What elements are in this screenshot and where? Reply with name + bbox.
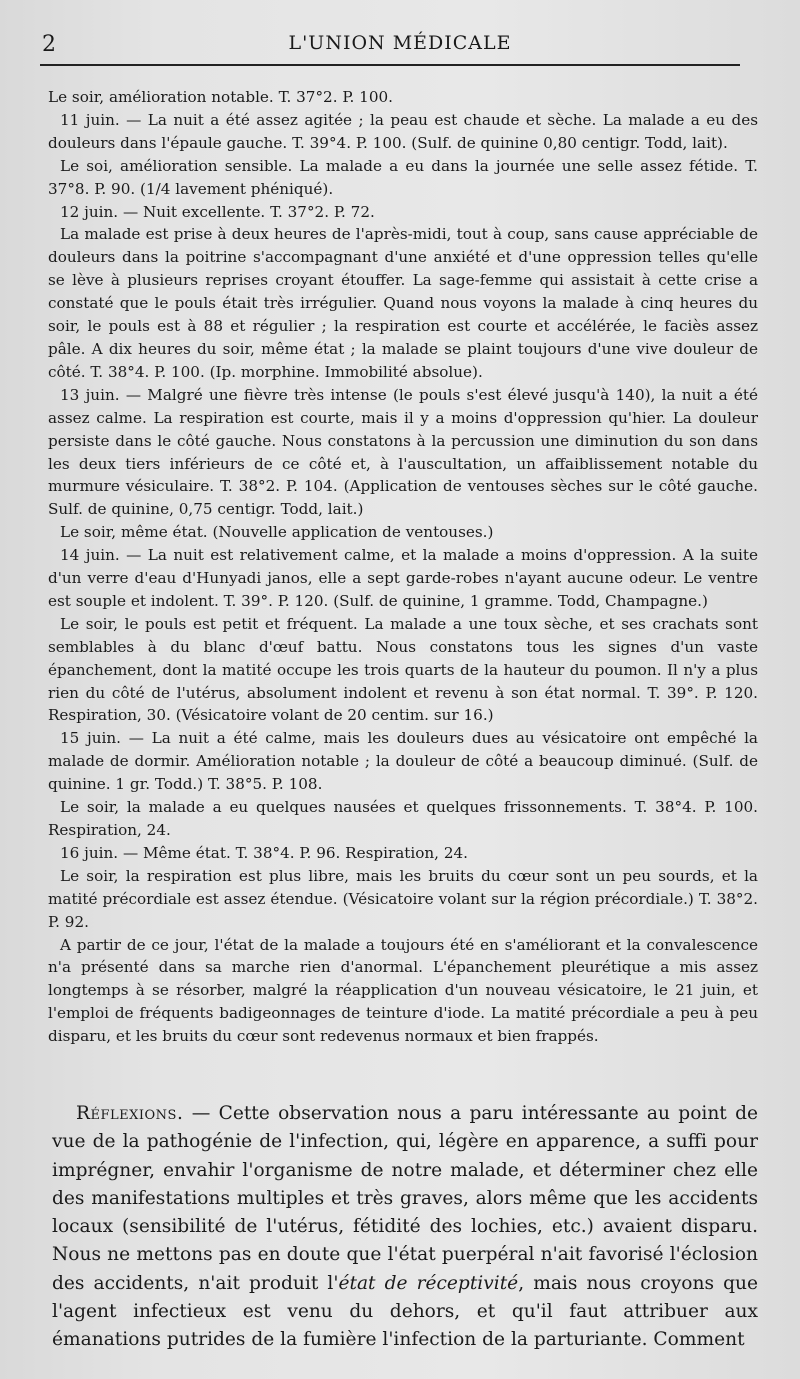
paragraph: Le soi, amélioration sensible. La malade a eu dans la journée une selle assez fétide. T. 37°8. P. 90. (1/4 lavement phéniqué).: [48, 156, 758, 198]
page-number: 2: [42, 32, 56, 57]
running-title: L'UNION MÉDICALE: [288, 32, 512, 54]
paragraph: Le soir, la respiration est plus libre, mais les bruits du cœur sont un peu sourds, et la matité précordiale est assez étendue. (Vésicatoire volant sur la région précordiale.) T. 38°2. P. 92.: [48, 866, 758, 931]
header-rule: [40, 64, 740, 66]
paragraph: Le soir, même état. (Nouvelle application de ventouses.): [60, 523, 494, 542]
reflexions-paragraph: [52, 1100, 758, 1355]
reflexions-text: — Cette observation nous a paru intéressante au point de vue de la pathogénie de l'infection, qui, légère en apparence, a suffi pour imprégner, envahir l'organisme de notre malade, et déterminer chez elle des manifestations multiples et très graves, alors même que les accidents locaux (sensibilité de l'utérus, fétidité des lochies, etc.) avaient disparu. Nous ne mettons pas en doute que l'état puerpéral n'ait favorisé l'éclosion des accidents, n'ait produit l': [52, 1103, 758, 1294]
paragraph: Le soir, la malade a eu quelques nausées et quelques frissonnements. T. 38°4. P. 100. Respiration, 24.: [48, 798, 758, 839]
reflexions-emphasis: état de réceptivité: [338, 1272, 519, 1294]
paragraph: 13 juin. — Malgré une fièvre très intense (le pouls s'est élevé jusqu'à 140), la nuit a été assez calme. La respiration est courte, mais il y a moins d'oppression qu'hier. La douleur persiste dans le côté gauche. Nous constatons à la percussion une diminution du son dans les deux tiers inférieurs de ce côté et, à l'auscultation, un affaiblissement notable du murmure vésiculaire. T. 38°2. P. 104. (Application de ventouses sèches sur le côté gauche. Sulf. de quinine, 0,75 centigr. Todd, lait.): [48, 385, 758, 519]
paragraph: 16 juin. — Même état. T. 38°4. P. 96. Respiration, 24.: [60, 843, 468, 862]
paragraph: A partir de ce jour, l'état de la malade a toujours été en s'améliorant et la convalescence n'a présenté dans sa marche rien d'anormal. L'épanchement pleurétique a mis assez longtemps à se résorber, malgré la réapplication d'un nouveau vésicatoire, le 21 juin, et l'emploi de fréquents badigeonnages de teinture d'iode. La matité précordiale a peu à peu disparu, et les bruits du cœur sont redevenus normaux et bien frappés.: [48, 935, 758, 1046]
reflexions-section: [52, 1100, 758, 1355]
page-header: [40, 24, 760, 60]
reflexions-heading: Réflexions.: [76, 1103, 184, 1124]
paragraph: 15 juin. — La nuit a été calme, mais les douleurs dues au vésicatoire ont empêché la malade de dormir. Amélioration notable ; la douleur de côté a beaucoup diminué. (Sulf. de quinine. 1 gr. Todd.) T. 38°5. P. 108.: [48, 729, 758, 794]
reflexions-text-end: , mais nous croyons que l'agent infectieux est venu du dehors, et qu'il faut attribuer aux émanations putrides de la fumière l'infection de la parturiante. Comment: [52, 1272, 759, 1351]
paragraph: Le soir, le pouls est petit et fréquent. La malade a une toux sèche, et ses crachats sont semblables à du blanc d'œuf battu. Nous constatons tous les signes d'un vaste épanchement, dont la matité occupe les trois quarts de la hauteur du poumon. Il n'y a plus rien du côté de l'utérus, absolument indolent et revenu à son état normal. T. 39°. P. 120. Respiration, 30. (Vésicatoire volant de 20 centim. sur 16.): [48, 614, 758, 725]
paragraph: 11 juin. — La nuit a été assez agitée ; la peau est chaude et sèche. La malade a eu des douleurs dans l'épaule gauche. T. 39°4. P. 100. (Sulf. de quinine 0,80 centigr. Todd, lait).: [48, 110, 758, 152]
paragraph: Le soir, amélioration notable. T. 37°2. P. 100.: [48, 88, 393, 106]
paragraph: 12 juin. — Nuit excellente. T. 37°2. P. 72.: [60, 202, 375, 221]
paragraph: La malade est prise à deux heures de l'après-midi, tout à coup, sans cause appréciable de douleurs dans la poitrine s'accompagnant d'une anxiété et d'une oppression telles qu'elle se lève à plusieurs reprises croyant étouffer. La sage-femme qui assistait à cette crise a constaté que le pouls était très irrégulier. Quand nous voyons la malade à cinq heures du soir, le pouls est à 88 et régulier ; la respiration est courte et accélérée, le faciès assez pâle. A dix heures du soir, même état ; la malade se plaint toujours d'une vive douleur de côté. T. 38°4. P. 100. (Ip. morphine. Immobilité absolue).: [48, 225, 758, 381]
case-observation-text: [48, 86, 758, 1048]
paragraph: 14 juin. — La nuit est relativement calme, et la malade a moins d'oppression. A la suite d'un verre d'eau d'Hunyadi janos, elle a sept garde-robes n'ayant aucune odeur. Le ventre est souple et indolent. T. 39°. P. 120. (Sulf. de quinine, 1 gramme. Todd, Champagne.): [48, 546, 758, 610]
